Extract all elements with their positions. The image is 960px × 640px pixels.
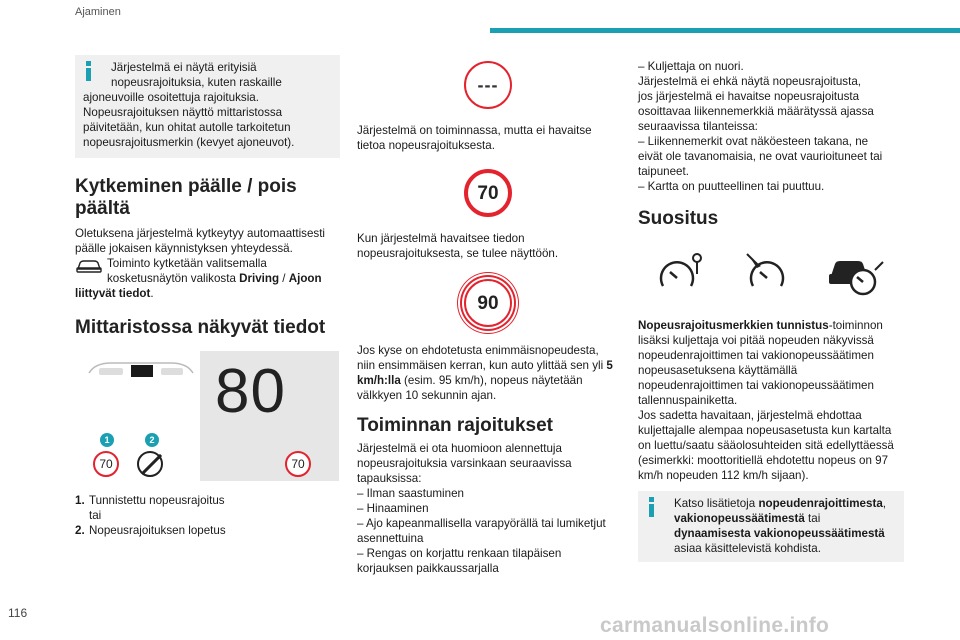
speedometer-limiter-icon (657, 252, 705, 296)
speedometer-press-icon (743, 252, 791, 296)
recommendation-icons (638, 244, 904, 304)
text-line: osoittavaa liikennemerkkiä määrätyssä ajassa (638, 105, 874, 118)
callout-2: 2 (145, 433, 159, 447)
info-box-see-more (638, 491, 904, 562)
menu-liittyvat: liittyvät tiedot (75, 287, 151, 300)
sign-70 (357, 169, 619, 217)
info-see-more (646, 496, 896, 556)
menu-driving: Driving (239, 272, 280, 285)
info-bold: vakionopeussäätimestä (674, 512, 805, 525)
info-bold: dynaamisesta vakionopeussäätimestä (674, 527, 885, 540)
info-line: ajoneuvoille osoitettuja rajoituksia. (83, 91, 259, 104)
note-sep: / (279, 272, 289, 285)
reco-text (638, 318, 904, 408)
info-icon (648, 497, 656, 517)
text-line: – Liikennemerkit ovat näköesteen takana, ne (638, 135, 869, 148)
text-flashing (357, 343, 619, 403)
watermark: carmanualsonline.info (600, 614, 830, 637)
text-line: eivät ole tavanomaisia, ne ovat vaurioituneet tai (638, 150, 883, 163)
limit-item: – Hinaaminen (357, 502, 429, 515)
reco-text-2: Jos sadetta havaitaan, järjestelmä ehdottaa kuljettajalle alempaa nopeusasetusta kun kartalta on luettu/saatu sääolosuhteiden sitä edellyttäessä (esimerkki: moottoritiellä ehdotettu nopeus on 97 km/h nopeuden 112 km/h sijaan). (638, 409, 894, 482)
menu-ajoon: Ajoon (288, 272, 322, 285)
text-part: (esim. 95 km/h), nopeus näytetään välkkyen 10 sekunnin ajan. (357, 374, 583, 402)
limit-item: – Rengas on korjattu renkaan tilapäisen korjauksen paikkaussarjalla (357, 547, 562, 575)
sign-no-info (357, 61, 619, 109)
heading-switch (75, 176, 340, 220)
speed-70-sign-icon: 70 (464, 169, 512, 217)
text-line: – Kartta on puutteellinen tai puuttuu. (638, 180, 825, 193)
limits-intro: Järjestelmä ei ota huomioon alennettuja nopeusrajoituksia varsinkaan seuraavissa tapauksissa: (357, 442, 572, 485)
list-text: Tunnistettu nopeusrajoitus (89, 494, 225, 507)
end-limit-sign-icon (137, 451, 163, 477)
note-touchscreen (75, 256, 340, 286)
text-line: Järjestelmä ei ehkä näytä nopeusrajoitusta, (638, 75, 861, 88)
note-line-2 (107, 271, 322, 286)
text-line: jos järjestelmä ei havaitse nopeusrajoitusta (638, 90, 860, 103)
limit-item: – Ajo kapeanmallisella varapyörällä tai lumiketjut asennettuina (357, 517, 606, 545)
list-item (75, 523, 340, 538)
note-line-1: Toiminto kytketään valitsemalla (107, 257, 267, 270)
no-limit-sign-icon: --- (464, 61, 512, 109)
info-line: nopeusrajoituksia, kuten raskaille (111, 76, 282, 89)
info-box-limits (75, 55, 340, 158)
reco-bold: Nopeusrajoitusmerkkien tunnistus (638, 319, 829, 332)
note-line-3 (75, 286, 340, 301)
page-number: 116 (8, 606, 28, 620)
limit-item: – Ilman saastuminen (357, 487, 464, 500)
heading-recommendation: Suositus (638, 208, 719, 229)
list-item (75, 493, 340, 523)
sign-90 (357, 279, 619, 327)
heading-switch-line2: päältä (75, 198, 130, 219)
reco-body: -toiminnon lisäksi kuljettaja voi pitää nopeuden näkyvissä nopeudenrajoittimen tai vakionopeussäätimen nopeusasetuksena käyttämällä nopeudenrajoittimen tai vakionopeussäätimen tallennuspainiketta. (638, 319, 883, 407)
list-number: 2. (75, 524, 85, 537)
legend-list (75, 493, 340, 538)
heading-dashboard: Mittaristossa näkyvät tiedot (75, 317, 326, 338)
info-text: Katso lisätietoja (674, 497, 759, 510)
text-part: Jos kyse on ehdotetusta enimmäisnopeudesta, niin ensimmäisen kerran, kun auto ylittää sen yli (357, 344, 607, 372)
column-right (638, 59, 904, 562)
text-line: taipuneet. (638, 165, 689, 178)
info-line: Nopeusrajoituksen näyttö mittaristossa (83, 106, 283, 119)
speed-sign-icon: 70 (285, 451, 311, 477)
dashboard-illustration (75, 351, 337, 481)
text-no-info: Järjestelmä on toiminnassa, mutta ei havaitse tietoa nopeusrajoituksesta. (357, 124, 592, 152)
info-icon (85, 61, 93, 81)
list-text: tai (89, 509, 102, 522)
speed-sign-icon: 70 (93, 451, 119, 477)
switch-text: Oletuksena järjestelmä kytkeytyy automaattisesti päälle jokaisen käynnistyksen yhteydessä. (75, 227, 326, 255)
text-line: seuraavissa tilanteissa: (638, 120, 758, 133)
list-text: Nopeusrajoituksen lopetus (89, 524, 226, 537)
car-speedometer-icon (829, 252, 885, 296)
heading-limitations: Toiminnan rajoitukset (357, 415, 554, 436)
header-accent-bar (490, 28, 960, 33)
text-detected: Kun järjestelmä havaitsee tiedon nopeusrajoituksesta, se tulee näyttöön. (357, 232, 559, 260)
info-line: Järjestelmä ei näytä erityisiä (111, 61, 257, 74)
text-line: – Kuljettaja on nuori. (638, 60, 744, 73)
info-line: päivitetään, kun ohitat autolle tarkoitetun (83, 121, 291, 134)
info-text: asiaa käsittelevistä kohdista. (674, 542, 821, 555)
info-text: tai (804, 512, 821, 525)
info-text: , (882, 497, 886, 510)
list-number: 1. (75, 494, 85, 507)
note-end: . (150, 287, 154, 300)
column-middle (357, 55, 619, 576)
display-speed-value: 80 (215, 357, 286, 426)
car-icon (75, 258, 103, 274)
speed-90-flashing-sign-icon: 90 (464, 279, 512, 327)
column-left (75, 55, 340, 538)
text-bold: 5 km/h:lla (357, 359, 613, 387)
callout-1: 1 (100, 433, 114, 447)
heading-switch-line1: Kytkeminen päälle / pois (75, 176, 297, 197)
info-line: nopeusrajoitusmerkin (kevyet ajoneuvot). (83, 136, 295, 149)
section-title: Ajaminen (75, 6, 121, 18)
info-bold: nopeudenrajoittimesta (758, 497, 883, 510)
instrument-cluster-icon (87, 359, 195, 383)
note-text: kosketusnäytön valikosta (107, 272, 240, 285)
